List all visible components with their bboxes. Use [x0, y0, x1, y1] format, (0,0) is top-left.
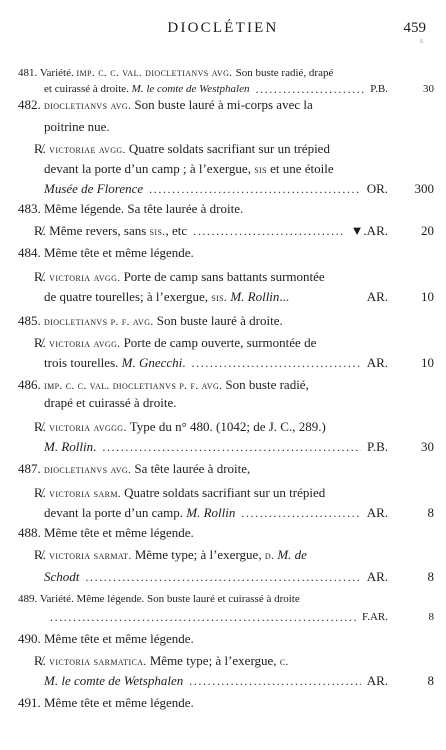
entry-text — [34, 140, 330, 159]
legend-text: diocletianvs p. f. avg. — [44, 316, 157, 328]
metal-value: P.B. — [367, 439, 388, 454]
text-segment: Même tête et même légende. — [44, 245, 194, 260]
legend-text: victoria avgg. — [49, 272, 124, 284]
rarity-price: 30 — [421, 439, 434, 454]
entry-line — [0, 672, 446, 690]
dot-leader — [102, 438, 361, 456]
provenance-text: Schodt — [44, 569, 80, 584]
text-segment: R̸. — [34, 419, 50, 434]
text-segment: Même type; à l’exergue, — [134, 547, 265, 562]
text-segment: Quatre soldats sacrifiant sur un trépied — [128, 141, 330, 156]
rarity-price: 10 — [421, 355, 434, 370]
rarity-price: 20 — [421, 223, 434, 238]
dot-leader — [149, 180, 361, 198]
entry-line — [0, 334, 446, 352]
text-segment: Porte de camp sans battants surmontée — [123, 269, 325, 284]
entry-line — [0, 484, 446, 502]
entry-text — [34, 268, 325, 287]
entry-line — [0, 140, 446, 158]
dot-leader — [50, 608, 356, 626]
entry-text — [44, 504, 235, 522]
text-segment: . — [93, 439, 97, 454]
entry-text — [18, 694, 194, 712]
legend-text: diocletianvs avg. — [44, 464, 135, 476]
text-segment: Variété. — [39, 67, 77, 79]
legend-text: sis. — [149, 226, 166, 238]
entry-text — [18, 376, 309, 395]
entry-text — [44, 118, 110, 136]
text-segment: Même tête et même légende. — [44, 525, 194, 540]
entry-line — [0, 96, 446, 114]
text-segment: R̸. — [34, 223, 50, 238]
rarity-price: 30 — [423, 83, 434, 95]
entry-line — [0, 394, 446, 412]
entry-text — [34, 546, 307, 565]
provenance-text: M. de — [277, 547, 307, 562]
text-segment: 489. — [18, 593, 40, 605]
text-segment: 487. — [18, 461, 44, 476]
entry-line — [0, 118, 446, 136]
legend-text: imp. c. c. val. diocletianvs avg. — [76, 67, 236, 79]
text-segment: 483. — [18, 201, 44, 216]
entry-line — [0, 418, 446, 436]
provenance-text: M. Rollin — [230, 289, 280, 304]
text-segment: R̸. — [34, 269, 50, 284]
text-segment: 481. — [18, 67, 40, 79]
entry-text — [18, 200, 243, 218]
entry-line — [0, 160, 446, 178]
legend-text: victoriae avgg. — [49, 144, 129, 156]
entry-line — [0, 354, 446, 372]
entry-text — [34, 652, 289, 671]
provenance-text: M. le comte de Wetsphalen — [44, 673, 184, 688]
entry-text — [44, 160, 334, 179]
text-segment: 484. — [18, 245, 44, 260]
entry-text — [18, 590, 300, 608]
metal-value: AR. — [366, 505, 388, 520]
text-segment: 485. — [18, 313, 44, 328]
text-segment: . — [182, 355, 186, 370]
entry-text — [44, 354, 186, 372]
legend-text: victoria avgg. — [49, 338, 124, 350]
text-segment: 482. — [18, 97, 44, 112]
entry-text — [18, 524, 194, 542]
provenance-text: M. Rollin — [186, 505, 236, 520]
text-segment: de quatre tourelles; à l’exergue, — [44, 289, 212, 304]
rarity-price: 10 — [421, 289, 434, 304]
entry-line — [0, 268, 446, 286]
entry-line — [0, 200, 446, 218]
entry-line — [0, 222, 446, 240]
legend-text: d. — [264, 550, 278, 562]
legend-text: victoria sarm. — [49, 488, 125, 500]
text-segment: Son buste lauré à droite. — [156, 313, 283, 328]
entry-text — [44, 288, 289, 307]
entry-text — [44, 438, 96, 456]
running-header — [0, 18, 446, 45]
metal-value: AR. — [366, 569, 388, 584]
text-segment: drapé et cuirassé à droite. — [44, 395, 177, 410]
entry-text — [18, 96, 313, 115]
text-segment: Même tête et même légende. — [44, 695, 194, 710]
rarity-price: 8 — [427, 673, 434, 688]
text-segment: Son buste radié, — [225, 377, 309, 392]
text-segment: trois tourelles. — [44, 355, 122, 370]
text-segment: Même revers, sans — [49, 223, 150, 238]
metal-value: AR. — [366, 673, 388, 688]
metal-value: AR. — [366, 355, 388, 370]
text-segment: Son buste lauré à mi-corps avec la — [134, 97, 313, 112]
entry-line — [0, 244, 446, 262]
entry-text — [34, 418, 326, 437]
rarity-price: 8 — [428, 611, 434, 623]
entry-text — [44, 394, 176, 412]
entry-line — [0, 504, 446, 522]
provenance-text: M. le comte de Westphalen — [131, 83, 250, 95]
entry-text — [44, 180, 143, 198]
text-segment: R̸. — [34, 485, 50, 500]
entry-line — [0, 376, 446, 394]
metal-value: OR. — [366, 181, 388, 196]
provenance-text: M. Rollin — [44, 439, 94, 454]
entry-line — [0, 590, 446, 608]
text-segment: et une étoile — [270, 161, 334, 176]
text-segment: Son buste radié, drapé — [235, 67, 334, 79]
metal-value: F.AR. — [361, 611, 388, 623]
dot-leader — [192, 354, 361, 372]
metal-value: AR. — [366, 289, 388, 304]
entry-line — [0, 568, 446, 586]
text-segment: Même légende. Sa tête laurée à droite. — [44, 201, 244, 216]
entry-text — [44, 568, 79, 586]
entry-text — [34, 222, 187, 241]
text-segment: R̸. — [34, 653, 50, 668]
text-segment: 491. — [18, 695, 44, 710]
rarity-price: 300 — [414, 181, 434, 196]
entry-text — [18, 460, 250, 479]
text-segment: R̸. — [34, 335, 50, 350]
text-segment: Quatre soldats sacrifiant sur un trépied — [124, 485, 326, 500]
text-segment: poitrine nue. — [44, 119, 110, 134]
page-tag: r. — [420, 37, 424, 45]
legend-text: c. — [279, 656, 289, 668]
entry-text — [18, 244, 194, 262]
text-segment: Même type; à l’exergue, — [149, 653, 280, 668]
text-segment: R̸. — [34, 141, 50, 156]
text-segment: Sa tête laurée à droite, — [134, 461, 251, 476]
entry-text — [18, 630, 194, 648]
text-segment: 486. — [18, 377, 44, 392]
metal-value: P.B. — [370, 83, 388, 95]
entry-text — [34, 484, 325, 503]
entry-text — [34, 334, 316, 353]
legend-text: victoria sarmat. — [49, 550, 135, 562]
legend-text: sis. — [211, 292, 231, 304]
text-segment: ... — [279, 289, 290, 304]
dot-leader — [85, 568, 360, 586]
entry-line — [0, 608, 446, 626]
provenance-text: M. Gnecchi — [121, 355, 183, 370]
entry-line — [0, 288, 446, 306]
legend-text: sis — [254, 164, 271, 176]
entry-line — [0, 546, 446, 564]
page-title: DIOCLÉTIEN — [167, 20, 279, 36]
dot-leader — [241, 504, 360, 522]
rarity-price: 8 — [427, 505, 434, 520]
entry-line — [0, 524, 446, 542]
text-segment: Variété. Même légende. Son buste lauré et cuirassé à droite — [39, 593, 300, 605]
text-segment: Porte de camp ouverte, surmontée de — [123, 335, 317, 350]
page-number: 459 — [403, 20, 426, 36]
provenance-text: Musée de Florence — [44, 181, 144, 196]
text-segment: Type du n° 480. (1042; de J. C., 289.) — [129, 419, 326, 434]
entry-line — [0, 180, 446, 198]
rarity-price: 8 — [427, 569, 434, 584]
text-segment: , etc — [165, 223, 188, 238]
text-segment: devant la porte d’un camp. — [44, 505, 187, 520]
metal-value: ▼.AR. — [350, 223, 388, 238]
entry-text — [44, 672, 183, 690]
text-segment: Même tête et même légende. — [44, 631, 194, 646]
entry-line — [0, 694, 446, 712]
dot-leader — [189, 672, 360, 690]
entry-line — [0, 460, 446, 478]
legend-text: imp. c. c. val. diocletianvs p. f. avg. — [44, 380, 226, 392]
entry-text — [18, 312, 283, 331]
entry-line — [0, 438, 446, 456]
text-segment: 488. — [18, 525, 44, 540]
legend-text: diocletianvs avg. — [44, 100, 135, 112]
legend-text: victoria sarmatica. — [49, 656, 150, 668]
entry-line — [0, 652, 446, 670]
text-segment: devant la porte d’un camp ; à l’exergue, — [44, 161, 255, 176]
entry-line — [0, 630, 446, 648]
legend-text: victoria avggg. — [49, 422, 130, 434]
text-segment: et cuirassé à droite. — [44, 83, 132, 95]
dot-leader — [193, 222, 344, 240]
text-segment: R̸. — [34, 547, 50, 562]
entry-line — [0, 312, 446, 330]
text-segment: 490. — [18, 631, 44, 646]
